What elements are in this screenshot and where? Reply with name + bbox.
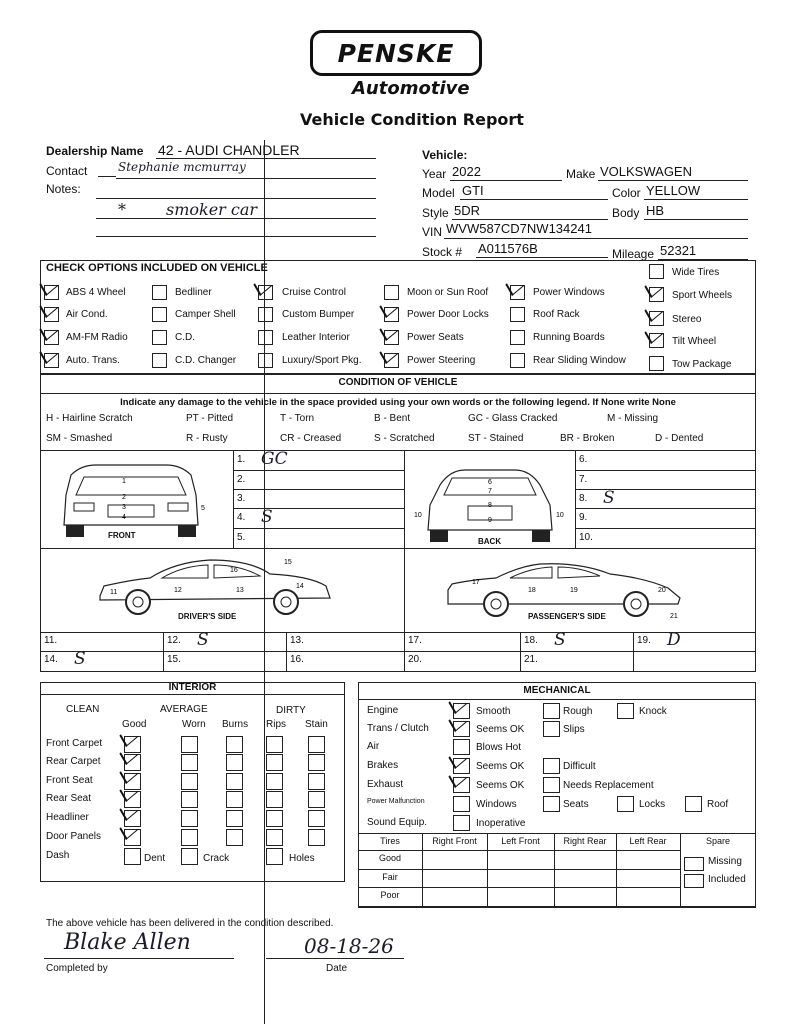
mechanical-row-label: Exhaust — [367, 779, 404, 790]
interior-checkbox[interactable] — [266, 773, 283, 790]
date-line — [266, 958, 404, 959]
spare-included-label: Included — [708, 874, 746, 885]
interior-rips-label: Rips — [266, 719, 287, 730]
body-label: Body — [612, 206, 640, 220]
interior-checkbox[interactable] — [308, 754, 325, 771]
entry-number: 10. — [579, 532, 593, 543]
entry-number: 12. — [167, 635, 181, 646]
option-label: Luxury/Sport Pkg. — [282, 355, 362, 366]
legend-item: R - Rusty — [186, 433, 228, 444]
diagram-mid-rule — [40, 548, 756, 549]
mechanical-option-label: Roof — [707, 799, 729, 810]
option-label: Sport Wheels — [672, 290, 733, 301]
option-checkbox[interactable] — [384, 353, 399, 368]
svg-text:20: 20 — [658, 587, 666, 594]
mechanical-checkbox[interactable] — [617, 703, 634, 719]
entry-rule — [575, 528, 756, 529]
interior-good-label: Good — [122, 719, 147, 730]
notes-label: Notes: — [46, 182, 81, 196]
damage-entry-12[interactable]: S — [197, 630, 209, 650]
penske-logo — [310, 30, 482, 76]
mechanical-option-label: Seats — [563, 799, 589, 810]
svg-text:18: 18 — [528, 587, 536, 594]
interior-checkbox[interactable] — [266, 848, 283, 865]
dash-option-label: Crack — [203, 853, 230, 864]
front-label: FRONT — [108, 531, 136, 540]
options-heading: CHECK OPTIONS INCLUDED ON VEHICLE — [46, 262, 268, 274]
interior-average-label: AVERAGE — [160, 704, 208, 715]
stock-line — [476, 257, 608, 258]
tires-col-header: Right Rear — [563, 836, 607, 846]
entry-number: 6. — [579, 454, 588, 465]
model-label: Model — [422, 186, 455, 200]
entry-rule — [575, 470, 756, 471]
condition-heading-rule — [40, 393, 756, 394]
interior-heading: INTERIOR — [168, 682, 217, 693]
interior-checkbox[interactable] — [226, 754, 243, 771]
interior-checkbox[interactable] — [181, 754, 198, 771]
interior-stain-label: Stain — [305, 719, 328, 730]
entry-number: 4. — [237, 512, 246, 523]
color-line — [644, 199, 748, 200]
model-line — [460, 199, 608, 200]
style-line — [452, 219, 608, 220]
signature[interactable]: Blake Allen — [64, 930, 191, 955]
mechanical-option-label: Windows — [476, 799, 517, 810]
mechanical-checkbox[interactable] — [453, 777, 470, 793]
option-label: Roof Rack — [533, 309, 580, 320]
legend-item: SM - Smashed — [46, 433, 113, 444]
mechanical-checkbox[interactable] — [543, 796, 560, 812]
entry-number: 19. — [637, 635, 651, 646]
tires-col-header: Right Front — [432, 836, 477, 846]
spare-missing-checkbox[interactable] — [684, 857, 704, 871]
back-view-diagram — [410, 460, 570, 548]
dealership-value[interactable]: 42 - AUDI CHANDLER — [158, 142, 300, 158]
entry-rule — [233, 528, 404, 529]
condition-heading: CONDITION OF VEHICLE — [338, 377, 458, 388]
back-entries-divider — [575, 450, 576, 548]
option-checkbox[interactable] — [258, 307, 273, 322]
interior-heading-rule — [40, 694, 345, 695]
year-line — [450, 180, 562, 181]
option-label: Camper Shell — [175, 309, 236, 320]
interior-dirty-label: DIRTY — [276, 705, 306, 716]
mechanical-option-label: Seems OK — [476, 761, 525, 772]
svg-text:21: 21 — [670, 613, 678, 620]
contact-line — [116, 178, 376, 179]
legend-item: D - Dented — [655, 433, 704, 444]
mechanical-heading-rule — [358, 699, 756, 700]
logo-brand: PENSKE — [337, 38, 455, 68]
vin-line — [444, 238, 748, 239]
option-label: Rear Sliding Window — [533, 355, 626, 366]
entry-number: 13. — [290, 635, 304, 646]
delivery-statement: The above vehicle has been delivered in the condition described. — [46, 918, 334, 929]
option-checkbox[interactable] — [44, 353, 59, 368]
driver-side-label: DRIVER'S SIDE — [178, 612, 237, 621]
tires-row-rule — [358, 906, 756, 907]
option-label: Power Seats — [407, 332, 464, 343]
mechanical-checkbox[interactable] — [617, 796, 634, 812]
interior-checkbox[interactable] — [308, 829, 325, 846]
style-value[interactable]: 5DR — [454, 203, 481, 218]
svg-text:17: 17 — [472, 579, 480, 586]
interior-checkbox[interactable] — [308, 736, 325, 753]
front-entries-divider — [233, 450, 234, 548]
option-label: Stereo — [672, 314, 702, 325]
color-label: Color — [612, 186, 641, 200]
option-label: ABS 4 Wheel — [66, 287, 126, 298]
entry-rule — [233, 489, 404, 490]
interior-checkbox[interactable] — [226, 773, 243, 790]
interior-checkbox[interactable] — [181, 848, 198, 865]
svg-text:11: 11 — [110, 589, 118, 596]
legend-item: M - Missing — [607, 413, 659, 424]
option-checkbox[interactable] — [152, 353, 167, 368]
option-label: Wide Tires — [672, 267, 720, 278]
entry-number: 3. — [237, 493, 246, 504]
interior-checkbox[interactable] — [266, 754, 283, 771]
mechanical-row-label: Power Malfunction — [367, 798, 425, 805]
entry-number: 8. — [579, 493, 588, 504]
dealership-label: Dealership Name — [46, 144, 144, 158]
body-line — [644, 219, 748, 220]
damage-entry-14[interactable]: S — [74, 649, 86, 669]
entry-number: 2. — [237, 474, 246, 485]
svg-text:12: 12 — [174, 587, 182, 594]
tires-row-rule — [358, 887, 680, 888]
option-checkbox[interactable] — [649, 333, 664, 348]
interior-row-label: Front Carpet — [46, 738, 103, 749]
damage-entry-18[interactable]: S — [554, 630, 566, 650]
completed-by-label: Completed by — [46, 963, 108, 974]
tires-col-header: Left Front — [501, 836, 540, 846]
notes-asterisk-icon: * — [118, 200, 126, 219]
option-label: Tow Package — [672, 359, 732, 370]
mechanical-option-label: Knock — [639, 706, 667, 717]
mechanical-checkbox[interactable] — [543, 721, 560, 737]
interior-checkbox[interactable] — [124, 848, 141, 865]
entry-number: 5. — [237, 532, 246, 543]
tires-row-rule — [358, 869, 680, 870]
page-title: Vehicle Condition Report — [300, 110, 524, 129]
color-value[interactable]: YELLOW — [646, 183, 701, 198]
entry-number: 17. — [408, 635, 422, 646]
vin-label: VIN — [422, 225, 443, 239]
damage-entry-4[interactable]: S — [261, 507, 273, 527]
mechanical-checkbox[interactable] — [685, 796, 702, 812]
legend-item: ST - Stained — [468, 433, 524, 444]
option-label: Auto. Trans. — [66, 355, 120, 366]
option-checkbox[interactable] — [510, 330, 525, 345]
legend-item: CR - Creased — [280, 433, 342, 444]
back-label: BACK — [478, 537, 502, 546]
option-label: Bedliner — [175, 287, 212, 298]
interior-clean-label: CLEAN — [66, 704, 100, 715]
dealership-line — [156, 158, 376, 159]
option-label: C.D. — [175, 332, 195, 343]
mechanical-checkbox[interactable] — [453, 796, 470, 812]
diagram-top-rule — [40, 450, 756, 451]
mechanical-row-label: Brakes — [367, 760, 399, 771]
dash-option-label: Holes — [289, 853, 315, 864]
option-checkbox[interactable] — [649, 356, 664, 371]
make-label: Make — [566, 167, 596, 181]
tires-col-header: Left Rear — [629, 836, 667, 846]
tires-col-header: Spare — [705, 836, 731, 846]
spare-included-checkbox[interactable] — [684, 874, 704, 888]
option-label: Power Door Locks — [407, 309, 489, 320]
svg-text:10: 10 — [414, 512, 422, 519]
svg-text:3: 3 — [122, 504, 126, 511]
mechanical-option-label: Smooth — [476, 706, 511, 717]
side-entries-rule — [40, 651, 756, 652]
interior-checkbox[interactable] — [181, 791, 198, 808]
interior-checkbox[interactable] — [308, 773, 325, 790]
entry-divider — [163, 632, 164, 672]
interior-checkbox[interactable] — [181, 829, 198, 846]
tires-top-rule — [358, 833, 756, 834]
spare-missing-label: Missing — [708, 856, 742, 867]
interior-checkbox[interactable] — [226, 736, 243, 753]
logo-subtitle: Automotive — [352, 78, 470, 99]
contact-label: Contact — [46, 164, 88, 178]
option-label: Tilt Wheel — [672, 336, 717, 347]
vin-value[interactable]: WVW587CD7NW134241 — [446, 221, 592, 236]
tires-row-label: Poor — [380, 890, 400, 900]
interior-checkbox[interactable] — [308, 810, 325, 827]
interior-checkbox[interactable] — [181, 736, 198, 753]
diagram-divider-mid — [404, 548, 405, 632]
entry-number: 21. — [524, 654, 538, 665]
vehicle-heading: Vehicle: — [422, 148, 468, 162]
mechanical-option-label: Needs Replacement — [563, 780, 654, 791]
option-checkbox[interactable] — [258, 330, 273, 345]
legend-item: H - Hairline Scratch — [46, 413, 133, 424]
mechanical-option-label: Difficult — [563, 761, 596, 772]
tires-row-label: Good — [378, 853, 402, 863]
driver-side-diagram — [90, 552, 340, 620]
option-checkbox[interactable] — [258, 285, 273, 300]
signature-line — [44, 958, 234, 959]
svg-text:4: 4 — [122, 514, 126, 521]
entry-number: 16. — [290, 654, 304, 665]
svg-text:10: 10 — [556, 512, 564, 519]
svg-text:5: 5 — [201, 505, 205, 512]
stock-label: Stock # — [422, 245, 463, 259]
mechanical-heading: MECHANICAL — [523, 685, 591, 696]
condition-instruction: Indicate any damage to the vehicle in the space provided using your own words or the following legend. If None write None — [120, 397, 676, 408]
interior-checkbox[interactable] — [266, 829, 283, 846]
mechanical-option-label: Inoperative — [476, 818, 526, 829]
interior-checkbox[interactable] — [226, 829, 243, 846]
svg-text:6: 6 — [488, 479, 492, 486]
mechanical-option-label: Slips — [563, 724, 585, 735]
option-label: Moon or Sun Roof — [407, 287, 489, 298]
option-label: Air Cond. — [66, 309, 108, 320]
damage-entry-8[interactable]: S — [603, 488, 615, 508]
interior-checkbox[interactable] — [226, 810, 243, 827]
option-checkbox[interactable] — [510, 285, 525, 300]
mechanical-checkbox[interactable] — [453, 815, 470, 831]
year-value[interactable]: 2022 — [452, 164, 481, 179]
legend-item: BR - Broken — [560, 433, 615, 444]
notes-line-3 — [96, 236, 376, 237]
legend-item: PT - Pitted — [186, 413, 234, 424]
interior-checkbox[interactable] — [308, 791, 325, 808]
option-label: AM-FM Radio — [66, 332, 128, 343]
entry-number: 14. — [44, 654, 58, 665]
option-label: Power Windows — [533, 287, 605, 298]
date-value[interactable]: 08-18-26 — [304, 934, 394, 958]
svg-text:13: 13 — [236, 587, 244, 594]
style-label: Style — [422, 206, 449, 220]
entry-number: 11. — [44, 635, 58, 646]
interior-checkbox[interactable] — [266, 736, 283, 753]
interior-checkbox[interactable] — [181, 810, 198, 827]
option-checkbox[interactable] — [510, 353, 525, 368]
option-checkbox[interactable] — [152, 307, 167, 322]
body-value[interactable]: HB — [646, 203, 665, 218]
option-checkbox[interactable] — [152, 285, 167, 300]
interior-row-label: Front Seat — [46, 775, 93, 786]
legend-item: B - Bent — [374, 413, 411, 424]
mechanical-option-label: Rough — [563, 706, 593, 717]
model-value[interactable]: GTI — [462, 183, 484, 198]
entry-divider — [520, 632, 521, 672]
svg-text:1: 1 — [122, 478, 126, 485]
svg-text:19: 19 — [570, 587, 578, 594]
mechanical-checkbox[interactable] — [453, 721, 470, 737]
option-label: Running Boards — [533, 332, 605, 343]
mechanical-row-label: Air — [367, 741, 380, 752]
stock-value[interactable]: A011576B — [478, 241, 538, 256]
damage-entry-1[interactable]: GC — [261, 449, 288, 469]
entry-rule — [233, 508, 404, 509]
interior-burns-label: Burns — [222, 719, 249, 730]
mechanical-checkbox[interactable] — [543, 758, 560, 774]
date-label: Date — [326, 963, 348, 974]
entry-number: 20. — [408, 654, 422, 665]
option-label: Leather Interior — [282, 332, 350, 343]
option-label: Cruise Control — [282, 287, 346, 298]
interior-row-label: Dash — [46, 850, 70, 861]
diagram-bottom-rule — [40, 632, 756, 633]
option-label: C.D. Changer — [175, 355, 237, 366]
mechanical-row-label: Sound Equip. — [367, 817, 428, 828]
mechanical-row-label: Engine — [367, 705, 399, 716]
option-checkbox[interactable] — [258, 353, 273, 368]
svg-text:9: 9 — [488, 517, 492, 524]
notes-value[interactable]: smoker car — [166, 200, 258, 219]
contact-dash — [98, 176, 116, 177]
damage-entry-19[interactable]: D — [667, 630, 681, 650]
entry-number: 9. — [579, 512, 588, 523]
entry-rule — [575, 508, 756, 509]
scan-artifact-line — [264, 140, 265, 1024]
entry-number: 1. — [237, 454, 246, 465]
year-label: Year — [422, 167, 447, 181]
mileage-label: Mileage — [612, 247, 655, 261]
tires-row-label: Fair — [382, 872, 398, 882]
mechanical-option-label: Seems OK — [476, 780, 525, 791]
contact-value[interactable]: Stephanie mcmurray — [118, 160, 246, 174]
make-value[interactable]: VOLKSWAGEN — [600, 164, 692, 179]
entry-divider — [633, 632, 634, 672]
interior-row-label: Rear Carpet — [46, 756, 101, 767]
tires-row-rule — [358, 850, 680, 851]
interior-row-label: Door Panels — [46, 831, 102, 842]
interior-checkbox[interactable] — [266, 791, 283, 808]
mechanical-option-label: Blows Hot — [476, 742, 522, 753]
make-line — [598, 180, 748, 181]
entry-rule — [233, 470, 404, 471]
option-checkbox[interactable] — [510, 307, 525, 322]
interior-checkbox[interactable] — [124, 829, 141, 846]
svg-text:16: 16 — [230, 567, 238, 574]
legend-item: S - Scratched — [374, 433, 435, 444]
interior-worn-label: Worn — [182, 719, 206, 730]
svg-text:2: 2 — [122, 494, 126, 501]
mechanical-checkbox[interactable] — [543, 703, 560, 719]
mechanical-option-label: Seems OK — [476, 724, 525, 735]
interior-row-label: Rear Seat — [46, 793, 92, 804]
option-label: Power Steering — [407, 355, 476, 366]
entry-divider — [286, 632, 287, 672]
notes-line-2 — [96, 218, 376, 219]
entry-number: 7. — [579, 474, 588, 485]
svg-text:14: 14 — [296, 583, 304, 590]
entry-number: 15. — [167, 654, 181, 665]
mechanical-checkbox[interactable] — [543, 777, 560, 793]
mileage-value[interactable]: 52321 — [660, 243, 697, 258]
tires-col-header: Tires — [380, 836, 400, 846]
interior-checkbox[interactable] — [226, 791, 243, 808]
legend-item: GC - Glass Cracked — [468, 413, 558, 424]
entry-number: 18. — [524, 635, 538, 646]
svg-text:8: 8 — [488, 502, 492, 509]
legend-item: T - Torn — [280, 413, 315, 424]
option-label: Custom Bumper — [282, 309, 355, 320]
notes-line-1 — [96, 198, 376, 199]
diagram-divider-top — [404, 450, 405, 548]
interior-row-label: Headliner — [46, 812, 89, 823]
mechanical-option-label: Locks — [639, 799, 666, 810]
dash-option-label: Dent — [144, 853, 166, 864]
interior-checkbox[interactable] — [266, 810, 283, 827]
interior-checkbox[interactable] — [181, 773, 198, 790]
option-checkbox[interactable] — [152, 330, 167, 345]
mechanical-row-label: Trans / Clutch — [367, 723, 429, 734]
passenger-side-label: PASSENGER'S SIDE — [528, 612, 606, 621]
svg-text:15: 15 — [284, 559, 292, 566]
entry-divider — [404, 632, 405, 672]
svg-text:7: 7 — [488, 488, 492, 495]
